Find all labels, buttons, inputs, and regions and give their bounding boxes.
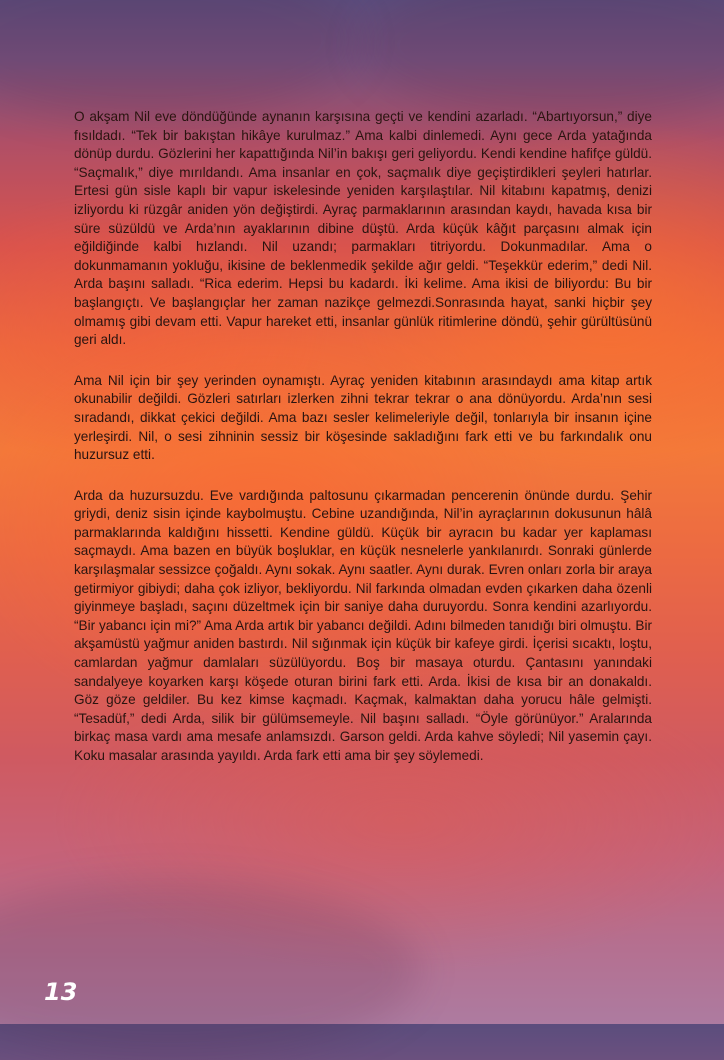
paragraph-3: Arda da huzursuzdu. Eve vardığında paltosunu çıkarmadan pencerenin önünde durdu. Şehir griydi, deniz sisin içinde kaybolmuştu. Cebine uzandığında, Nil’in ayraçlarının dokusunun hâlâ parmaklarında kaldığını hissetti. Kendine güldü. Küçük bir ayracın bu kadar yer kaplaması saçmaydı. Ama bazen en büyük boşluklar, en küçük nesnelerle yankılanırdı. Sonraki günlerde karşılaşmalar sessizce çoğaldı. Aynı sokak. Aynı saatler. Aynı durak. Evren onları zorla bir araya getirmiyor gibiydi; daha çok izliyor, bekliyordu. Nil farkında olmadan evden çıkarken daha özenli giyinmeye başladı, saçını düzeltmek için bir saniye daha duruyordu. Sonra kendini azarlıyordu. “Bir yabancı için mi?” Ama Arda artık bir yabancı değildi. Adını bilmeden tanıdığı biri olmuştu. Bir akşamüstü yağmur aniden bastırdı. Nil sığınmak için küçük bir kafeye girdi. İçerisi sıcaktı, loştu, camlardan yağmur damlaları süzülüyordu. Boş bir masaya oturdu. Çantasını yanındaki sandalyeye koyarken karşı köşede oturan birini fark etti. Arda. İkisi de kısa bir an donakaldı. Göz göze geldiler. Bu kez kimse kaçmadı. Kaçmak, kalmaktan daha yorucu hâle gelmişti. “Tesadüf,” dedi Arda, silik bir gülümsemeyle. Nil başını salladı. “Öyle görünüyor.” Aralarında birkaç masa vardı ama mesafe anlamsızdı. Garson geldi. Arda kahve söyledi; Nil yasemin çayı. Koku masalar arasında yayıldı. Arda fark etti ama bir şey söylemedi.: [74, 487, 652, 763]
paragraph-2: Ama Nil için bir şey yerinden oynamıştı. Ayraç yeniden kitabının arasındaydı ama kitap artık okunabilir değildi. Gözleri satırları izlerken zihni tekrar tekrar o ana dönüyordu. Arda’nın sesi sıradandı, dikkat çekici değildi. Ama bazı sesler kelimeleriyle değil, tonlarıyla bir insanın içine yerleşirdi. Nil, o sesi zihninin sessiz bir köşesinde sakladığını fark etti ve bu farkındalık onu huzursuz etti.: [74, 372, 652, 463]
background-cloud: [0, 880, 420, 1060]
page-number: 13: [44, 978, 78, 1006]
paragraph-1: O akşam Nil eve döndüğünde aynanın karşısına geçti ve kendini azarladı. “Abartıyorsun,” diye fısıldadı. “Tek bir bakıştan hikâye kurulmaz.” Ama kalbi dinlemedi. Aynı gece Arda yatağında dönüp durdu. Gözlerini her kapattığında Nil’in bakışı geri geliyordu. Kendi kendine hafifçe güldü. “Saçmalık,” diye mırıldandı. Ama insanlar en çok, saçmalık diye geçiştirdikleri şeyleri hatırlar. Ertesi gün sisle kaplı bir vapur iskelesinde yeniden karşılaştılar. Nil kitabını kapatmış, denizi izliyordu ki rüzgâr aniden yön değiştirdi. Ayraç parmaklarının arasından kaydı, havada kısa bir süre süzüldü ve Arda’nın ayaklarının dibine düştü. Arda küçük kâğıt parçasını almak için eğildiğinde kalbi hızlandı. Nil uzandı; parmakları titriyordu. Dokunmadılar. Ama o dokunmamanın yokluğu, ikisine de beklenmedik şekilde ağır geldi. “Teşekkür ederim,” dedi Nil. Arda başını salladı. “Rica ederim. Hepsi bu kadardı. İki kelime. Ama ikisi de biliyordu: Bu bir başlangıçtı. Ve başlangıçlar her zaman nazikçe gelmezdi.Sonrasında hayat, sanki hiçbir şey olmamış gibi devam etti. Vapur hareket etti, insanlar günlük ritimlerine döndü, şehir gürültüsünü geri aldı.: [74, 109, 652, 348]
background-cloud: [0, 0, 360, 120]
page-body: [74, 108, 652, 788]
background-cloud: [360, 0, 724, 120]
